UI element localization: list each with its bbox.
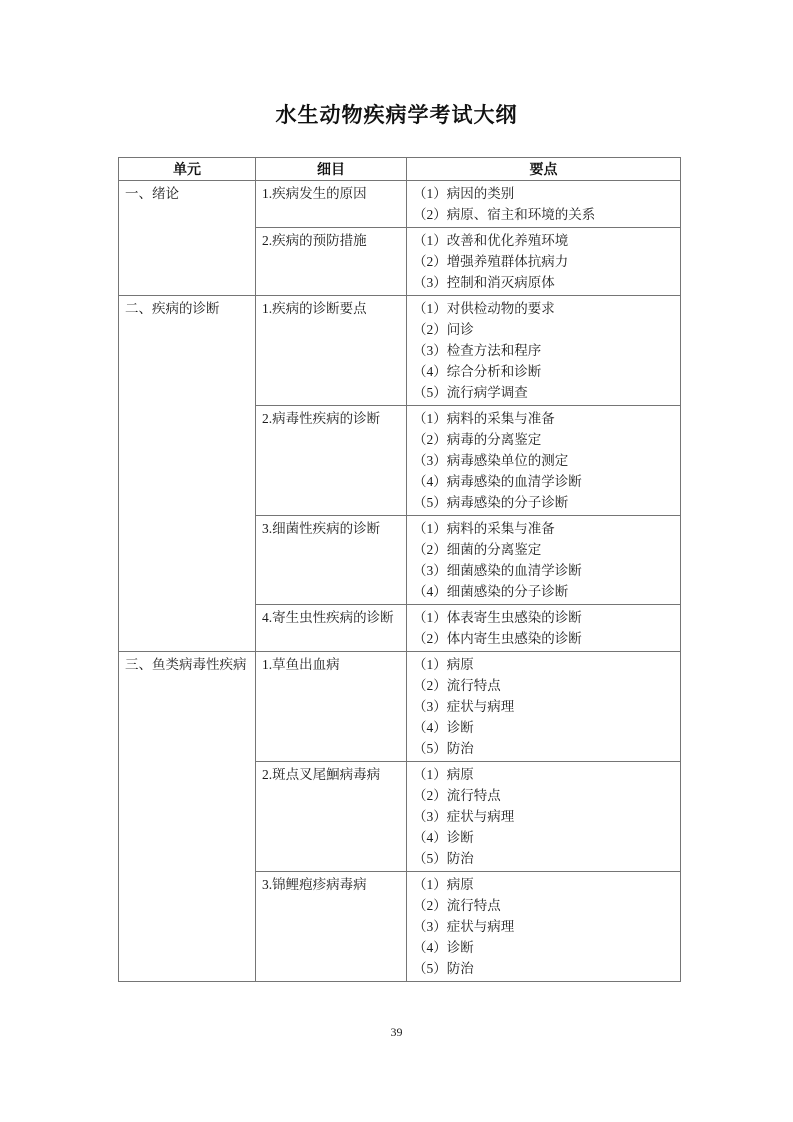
- unit-cell: 二、疾病的诊断: [119, 296, 256, 652]
- point-line: （5）病毒感染的分子诊断: [413, 495, 569, 510]
- point-line: （3）症状与病理: [413, 919, 515, 934]
- col-header-item: 细目: [256, 158, 407, 181]
- point-line: （3）检查方法和程序: [413, 343, 542, 358]
- point-line: （1）体表寄生虫感染的诊断: [413, 610, 582, 625]
- point-line: （1）病料的采集与准备: [413, 521, 555, 536]
- point-line: （2）流行特点: [413, 678, 501, 693]
- item-cell: 3.细菌性疾病的诊断: [256, 516, 407, 605]
- points-cell: [407, 762, 681, 872]
- point-line: （3）症状与病理: [413, 809, 515, 824]
- page-number: 39: [390, 1025, 403, 1039]
- item-cell: 2.疾病的预防措施: [256, 228, 407, 296]
- syllabus-table: [118, 157, 681, 982]
- item-cell: 1.疾病发生的原因: [256, 181, 407, 228]
- point-line: （4）诊断: [413, 830, 474, 845]
- point-line: （4）细菌感染的分子诊断: [413, 584, 569, 599]
- point-line: （5）防治: [413, 851, 474, 866]
- item-cell: 2.斑点叉尾鮰病毒病: [256, 762, 407, 872]
- point-line: （5）流行病学调查: [413, 385, 528, 400]
- points-cell: [407, 296, 681, 406]
- point-line: （2）病原、宿主和环境的关系: [413, 207, 596, 222]
- points-cell: [407, 406, 681, 516]
- point-line: （2）体内寄生虫感染的诊断: [413, 631, 582, 646]
- point-line: （1）病原: [413, 877, 474, 892]
- syllabus-table-body: [119, 181, 681, 982]
- syllabus-table-header: [119, 158, 681, 181]
- item-cell: 1.草鱼出血病: [256, 652, 407, 762]
- point-line: （1）病原: [413, 767, 474, 782]
- page-title: 水生动物疾病学考试大纲: [275, 103, 518, 127]
- points-cell: [407, 516, 681, 605]
- points-cell: [407, 605, 681, 652]
- points-cell: [407, 872, 681, 982]
- point-line: （2）流行特点: [413, 898, 501, 913]
- item-cell: 2.病毒性疾病的诊断: [256, 406, 407, 516]
- point-line: （4）病毒感染的血清学诊断: [413, 474, 582, 489]
- table-row: [119, 652, 681, 762]
- point-line: （2）问诊: [413, 322, 474, 337]
- point-line: （3）症状与病理: [413, 699, 515, 714]
- points-cell: [407, 652, 681, 762]
- point-line: （3）细菌感染的血清学诊断: [413, 563, 582, 578]
- point-line: （4）综合分析和诊断: [413, 364, 542, 379]
- point-line: （4）诊断: [413, 940, 474, 955]
- point-line: （4）诊断: [413, 720, 474, 735]
- point-line: （5）防治: [413, 741, 474, 756]
- col-header-points: 要点: [407, 158, 681, 181]
- unit-cell: 一、绪论: [119, 181, 256, 296]
- point-line: （2）细菌的分离鉴定: [413, 542, 542, 557]
- table-row: [119, 181, 681, 228]
- header-row: [119, 158, 681, 181]
- table-row: [119, 296, 681, 406]
- item-cell: 4.寄生虫性疾病的诊断: [256, 605, 407, 652]
- point-line: （5）防治: [413, 961, 474, 976]
- col-header-unit: 单元: [119, 158, 256, 181]
- point-line: （1）对供检动物的要求: [413, 301, 555, 316]
- point-line: （3）病毒感染单位的测定: [413, 453, 569, 468]
- point-line: （1）病因的类别: [413, 186, 515, 201]
- item-cell: 1.疾病的诊断要点: [256, 296, 407, 406]
- points-cell: [407, 228, 681, 296]
- point-line: （2）流行特点: [413, 788, 501, 803]
- unit-cell: 三、鱼类病毒性疾病: [119, 652, 256, 982]
- item-cell: 3.锦鲤疱疹病毒病: [256, 872, 407, 982]
- points-cell: [407, 181, 681, 228]
- point-line: （1）改善和优化养殖环境: [413, 233, 569, 248]
- point-line: （2）病毒的分离鉴定: [413, 432, 542, 447]
- point-line: （1）病原: [413, 657, 474, 672]
- point-line: （2）增强养殖群体抗病力: [413, 254, 569, 269]
- point-line: （3）控制和消灭病原体: [413, 275, 555, 290]
- point-line: （1）病料的采集与准备: [413, 411, 555, 426]
